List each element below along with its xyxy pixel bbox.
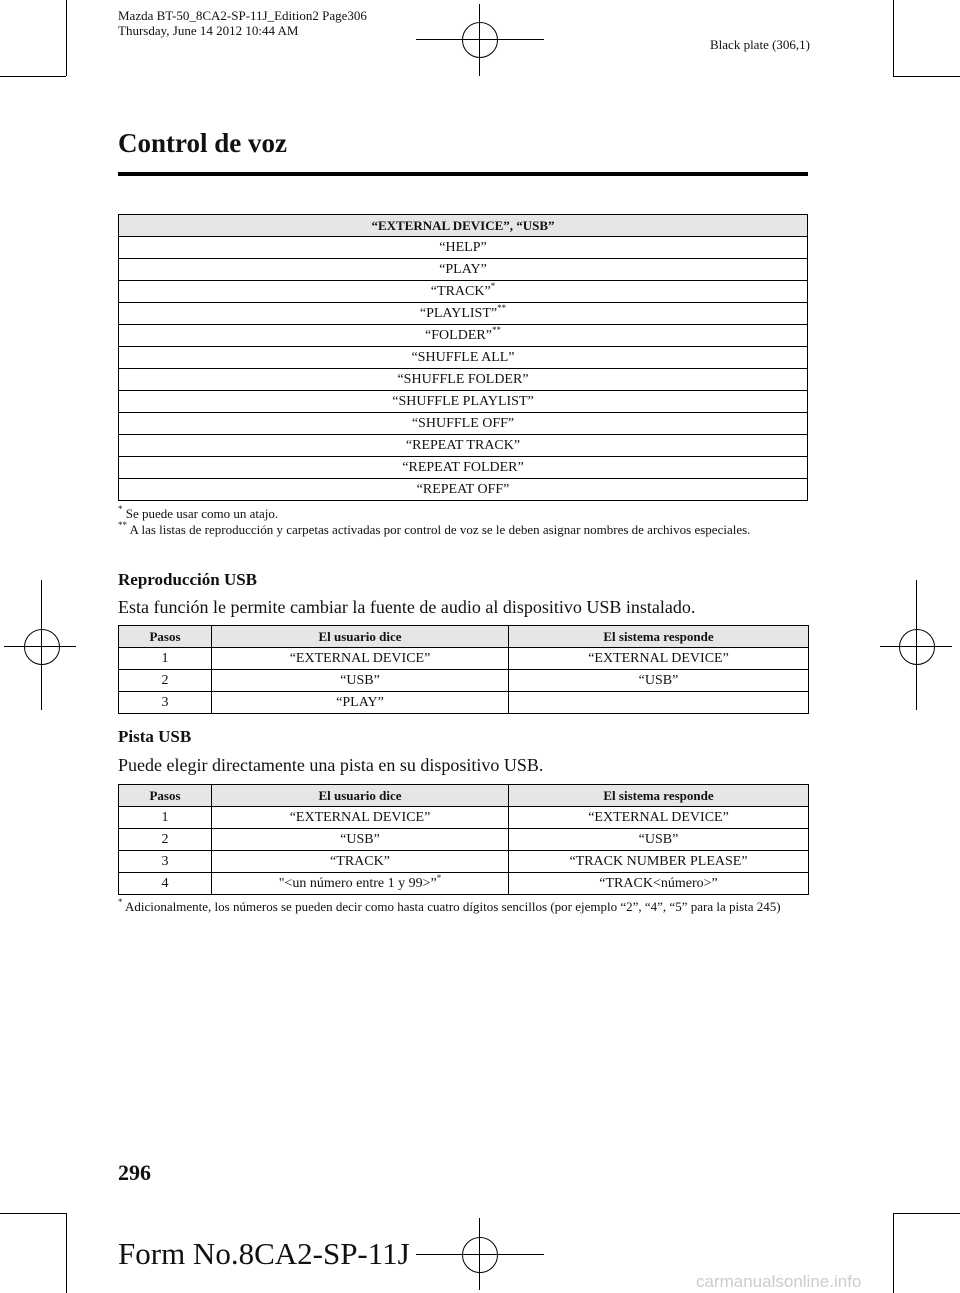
system-responds-cell: “EXTERNAL DEVICE”	[509, 807, 809, 829]
table-row	[119, 435, 808, 457]
command-cell: “SHUFFLE OFF”	[119, 413, 808, 435]
command-cell: “SHUFFLE FOLDER”	[119, 369, 808, 391]
page-number: 296	[118, 1160, 151, 1185]
table-row	[119, 259, 808, 281]
step-cell: 1	[119, 807, 212, 829]
step-cell: 3	[119, 692, 212, 714]
watermark: carmanualsonline.info	[696, 1272, 862, 1291]
step-cell: 3	[119, 851, 212, 873]
commands-table	[118, 214, 808, 501]
footnote-shortcut: * Se puede usar como un atajo.	[118, 504, 279, 521]
system-responds-cell: “TRACK<número>”	[509, 873, 809, 895]
usb-track-title: Pista USB	[118, 727, 192, 746]
table-row	[119, 851, 809, 873]
col-usuario: El usuario dice	[212, 626, 509, 648]
table-row	[119, 369, 808, 391]
table-row	[119, 391, 808, 413]
system-responds-cell: “USB”	[509, 670, 809, 692]
table-row	[119, 325, 808, 347]
command-cell: “PLAY”	[119, 259, 808, 281]
col-sistema: El sistema responde	[509, 785, 809, 807]
col-pasos: Pasos	[119, 626, 212, 648]
system-responds-cell: “EXTERNAL DEVICE”	[509, 648, 809, 670]
table-row	[119, 829, 809, 851]
table-row	[119, 648, 809, 670]
step-cell: 2	[119, 670, 212, 692]
col-usuario: El usuario dice	[212, 785, 509, 807]
user-says-cell: "<un número entre 1 y 99>”*	[212, 873, 509, 895]
table-row	[119, 457, 808, 479]
user-says-cell: “EXTERNAL DEVICE”	[212, 648, 509, 670]
footnote-digits: * Adicionalmente, los números se pueden decir como hasta cuatro dígitos sencillos (por ejemplo “2”, “4”, “5” para la pista 245)	[118, 897, 781, 914]
commands-table-header: “EXTERNAL DEVICE”, “USB”	[119, 215, 808, 237]
command-cell: “REPEAT OFF”	[119, 479, 808, 501]
header-date: Thursday, June 14 2012 10:44 AM	[118, 23, 299, 38]
command-cell: “FOLDER”**	[119, 325, 808, 347]
table-row	[119, 303, 808, 325]
command-cell: “PLAYLIST”**	[119, 303, 808, 325]
table-row	[119, 479, 808, 501]
header-plate: Black plate (306,1)	[710, 37, 810, 52]
title-rule	[118, 172, 808, 176]
command-cell: “REPEAT FOLDER”	[119, 457, 808, 479]
step-cell: 4	[119, 873, 212, 895]
user-says-cell: “USB”	[212, 829, 509, 851]
command-cell: “REPEAT TRACK”	[119, 435, 808, 457]
system-responds-cell	[509, 692, 809, 714]
usb-track-table	[118, 784, 809, 895]
table-row	[119, 237, 808, 259]
table-row	[119, 670, 809, 692]
command-cell: “SHUFFLE ALL”	[119, 347, 808, 369]
col-sistema: El sistema responde	[509, 626, 809, 648]
system-responds-cell: “TRACK NUMBER PLEASE”	[509, 851, 809, 873]
table-row	[119, 347, 808, 369]
user-says-cell: “EXTERNAL DEVICE”	[212, 807, 509, 829]
table-row	[119, 873, 809, 895]
col-pasos: Pasos	[119, 785, 212, 807]
user-says-cell: “USB”	[212, 670, 509, 692]
table-row	[119, 807, 809, 829]
footnote-playlists: ** A las listas de reproducción y carpetas activadas por control de voz se le deben asignar nombres de archivos especiales.	[118, 520, 751, 537]
command-cell: “TRACK”*	[119, 281, 808, 303]
section-title: Control de voz	[118, 128, 287, 158]
table-row	[119, 281, 808, 303]
usb-track-desc: Puede elegir directamente una pista en su dispositivo USB.	[118, 755, 544, 775]
usb-playback-title: Reproducción USB	[118, 570, 258, 589]
form-number: Form No.8CA2-SP-11J	[118, 1236, 410, 1271]
system-responds-cell: “USB”	[509, 829, 809, 851]
user-says-cell: “TRACK”	[212, 851, 509, 873]
header-file-info: Mazda BT-50_8CA2-SP-11J_Edition2 Page306	[118, 8, 367, 23]
usb-playback-desc: Esta función le permite cambiar la fuente de audio al dispositivo USB instalado.	[118, 597, 696, 617]
usb-playback-table	[118, 625, 809, 714]
user-says-cell: “PLAY”	[212, 692, 509, 714]
table-row	[119, 692, 809, 714]
command-cell: “HELP”	[119, 237, 808, 259]
step-cell: 2	[119, 829, 212, 851]
table-row	[119, 413, 808, 435]
step-cell: 1	[119, 648, 212, 670]
command-cell: “SHUFFLE PLAYLIST”	[119, 391, 808, 413]
